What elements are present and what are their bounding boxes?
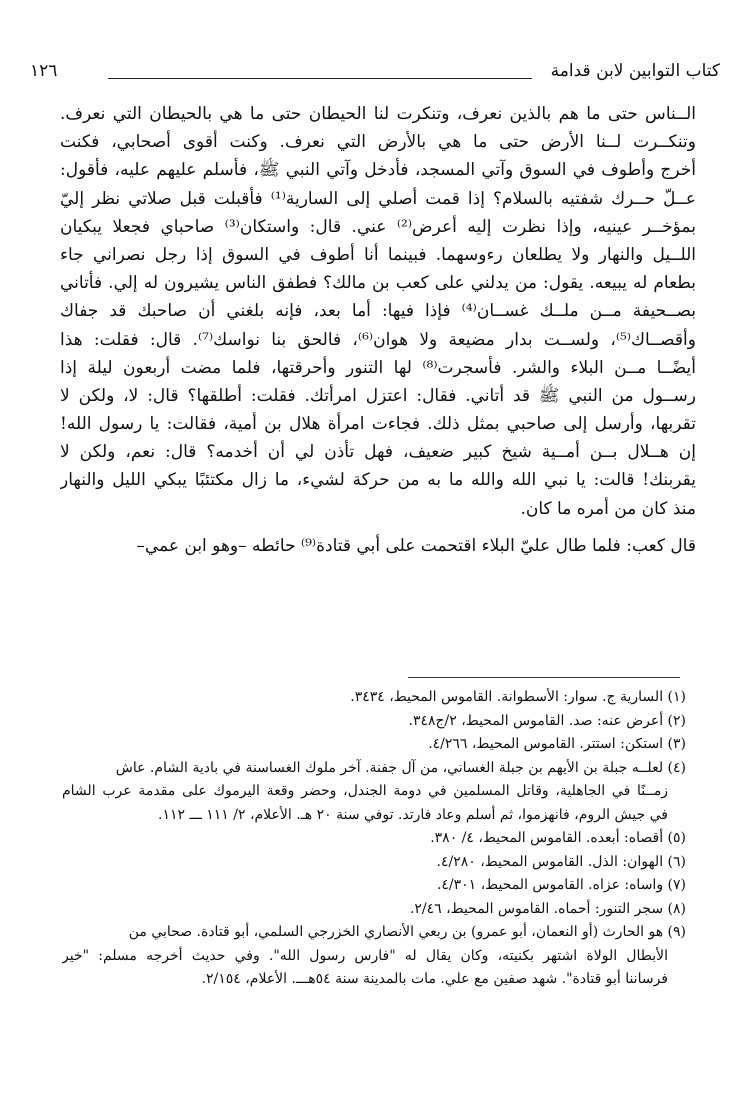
- running-header: [30, 60, 720, 86]
- text-line: عــلّ حــرك شفتيه بالسلام؟ إذا قمت أصلي إلى السارية⁽¹⁾ فأقبلت قبل صلاتي نظر إليّ: [60, 188, 696, 209]
- footnote-line: (٤) لعلــه جبلة بن الأيهم بن جبلة الغساني، من آل جفنة. آخر ملوك الغساسنة في بادية الشام. عاش: [115, 759, 686, 776]
- text-line: بطعام له يبيعه. يقول: من يدلني على كعب بن مالك؟ فطفق الناس يشيرون له إلي. فأتاني: [60, 273, 696, 294]
- paragraph-1: [60, 100, 696, 523]
- text-line: إن هــلال بــن أمــية شيخ كبير ضعيف، فهل تأذن لي أن أخدمه؟ قال: نعم، ولكن لا: [60, 442, 696, 463]
- book-title: كتاب التوابين لابن قدامة: [550, 61, 720, 81]
- footnote-line: (٥) أقصاه: أبعده. القاموس المحيط، ٤/ ٣٨٠.: [430, 830, 686, 846]
- footnote-line: (٨) سجر التنور: أحماه. القاموس المحيط، ٢/٤٦.: [409, 900, 686, 917]
- text-line: تقربها، وأرسل إلى صاحبي بمثل ذلك. فجاءت امرأة هلال بن أمية، فقالت: يا رسول الله!: [60, 414, 696, 435]
- footnote-line: (١) السارية ج. سوار: الأسطوانة. القاموس المحيط، ٣٤٣٤.: [350, 689, 686, 705]
- text-line: رســول من النبي ﷺ قد أتاني. فقال: اعتزل امرأتك. فقلت: أطلقها؟ قال: لا، ولكن لا: [60, 385, 696, 406]
- text-line: وأقصــاك⁽⁵⁾، ولســت بدار مضيعة ولا هوان⁽⁶⁾، فالحق بنا نواسك⁽⁷⁾. قال: فقلت: هذا: [60, 329, 696, 350]
- footnote-line: في جيش الروم، فانهزموا، ثم أسلم وعاد فارتد. توفي سنة ٢٠ هـ. الأعلام، ٢/ ١١١ ـــ ١١٢.: [158, 806, 668, 823]
- text-line: بصــحيفة مــن ملــك غســان⁽⁴⁾ فإذا فيها: أما بعد، فإنه بلغني أن صاحبك قد جفاك: [60, 301, 696, 322]
- footnote-divider: [408, 677, 680, 678]
- text-line: يقربنك! قالت: يا نبي الله والله ما به من حركة لشيء، ما زال مكتئبًا يبكي الليل والنهار: [60, 470, 696, 491]
- footnote-line: (٩) هو الحارث (أو النعمان، أبو عمرو) بن ربعي الأنصاري الخزرجي السلمي، أبو قتادة. صحابي من: [128, 924, 686, 940]
- footnote-line: (٧) واساه: عزاه. القاموس المحيط، ٤/٣٠١.: [436, 877, 686, 893]
- footnote-line: (٣) استكن: استتر. القاموس المحيط، ٤/٢٦٦.: [428, 736, 686, 752]
- page-number: ١٢٦: [30, 61, 58, 81]
- text-line: الــناس حتى ما هم بالذين نعرف، وتنكرت لنا الحيطان حتى ما هي بالحيطان التي نعرف.: [60, 104, 696, 124]
- text-line: اللــيل والنهار ولا يطلعان رءوسهما. فبينما أنا أطوف في السوق إذا رجل نصراني جاء: [60, 244, 696, 265]
- text-line: وتنكــرت لــنا الأرض حتى ما هي بالأرض التي نعرف. وكنت أقوى أصحابي، فكنت: [60, 132, 696, 153]
- header-rule: [108, 78, 532, 79]
- text-line: بمؤخــر عينيه، وإذا نظرت إليه أعرض⁽²⁾ عني. قال: واستكان⁽³⁾ صاحباي فجعلا يبكيان: [60, 216, 696, 237]
- footnote-line: فرساننا أبو قتادة". شهد صفين مع علي. مات بالمدينة سنة ٥٤هـــ. الأعلام، ٢/١٥٤.: [201, 971, 668, 987]
- text-line: أخرج وأطوف في السوق وآتي المسجد، فأدخل وآتي النبي ﷺ، فأسلم عليهم عليه، فأقول:: [60, 160, 696, 181]
- text-line: منذ كان من أمره ما كان.: [520, 498, 696, 519]
- footnote-line: زمــنًا في الجاهلية، وقاتل المسلمين في دومة الجندل، وحضر وقعة اليرموك على مقدمة عرب الشام: [62, 783, 668, 799]
- footnote-line: الأبطال الولاة اشتهر بكنيته، وكان يقال له "فارس رسول الله". وفي حديث أخرجه مسلم: "خير: [62, 947, 668, 964]
- footnote-line: (٦) الهوان: الذل. القاموس المحيط، ٤/٢٨٠.: [436, 853, 686, 870]
- footnotes: [62, 686, 686, 992]
- main-text: [60, 100, 696, 560]
- text-line: أيضًــا مــن البلاء والشر. فأسجرت⁽⁸⁾ لها التنور وأحرقتها، فلما مضت أربعون ليلة إذا: [60, 357, 696, 378]
- footnote-line: (٢) أعرض عنه: صد. القاموس المحيط، ٢/ج٣٤٨.: [408, 712, 686, 729]
- paragraph-2-line: قال كعب: فلما طال عليّ البلاء اقتحمت على أبي قتادة⁽⁹⁾ حائطه –وهو ابن عمي–: [136, 535, 696, 556]
